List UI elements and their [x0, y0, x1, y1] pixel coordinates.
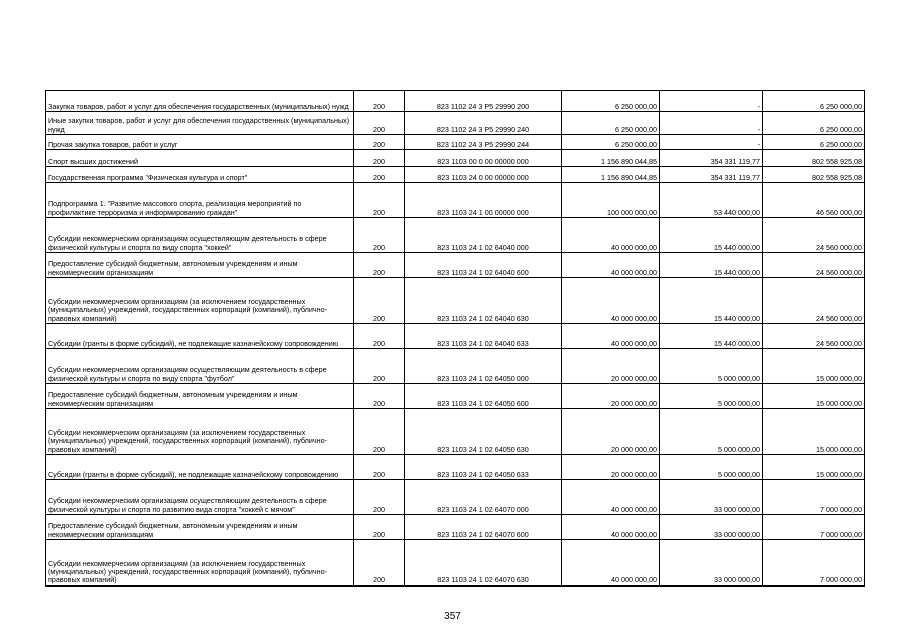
row-remainder: 24 560 000,00: [763, 278, 865, 324]
row-classification-code: 823 1102 24 3 P5 29990 240: [405, 112, 562, 135]
row-code: 200: [354, 167, 405, 183]
row-remainder: 802 558 925,08: [763, 167, 865, 183]
table-row: [46, 278, 865, 324]
row-code: 200: [354, 218, 405, 253]
row-executed: 5 000 000,00: [660, 349, 763, 384]
row-name: Подпрограмма 1. "Развитие массового спорта, реализация мероприятий по профилактике терроризма и информированию граждан": [46, 183, 354, 218]
table-row: [46, 112, 865, 135]
row-plan: 40 000 000,00: [562, 278, 660, 324]
row-executed: 15 440 000,00: [660, 278, 763, 324]
table-row: [46, 455, 865, 480]
row-executed: 5 000 000,00: [660, 409, 763, 455]
page-number: 357: [444, 611, 461, 622]
row-classification-code: 823 1103 24 1 02 64050 630: [405, 409, 562, 455]
row-name: Предоставление субсидий бюджетным, автономным учреждениям и иным некоммерческим организациям: [46, 384, 354, 409]
row-plan: 20 000 000,00: [562, 409, 660, 455]
table-row: [46, 218, 865, 253]
row-executed: 15 440 000,00: [660, 253, 763, 278]
row-classification-code: 823 1103 24 1 02 64050 000: [405, 349, 562, 384]
row-plan: 40 000 000,00: [562, 253, 660, 278]
row-code: 200: [354, 91, 405, 112]
row-remainder: 802 558 925,08: [763, 150, 865, 167]
row-plan: 20 000 000,00: [562, 455, 660, 480]
row-remainder: 7 000 000,00: [763, 540, 865, 586]
table-row: [46, 91, 865, 112]
row-code: 200: [354, 409, 405, 455]
row-plan: 20 000 000,00: [562, 384, 660, 409]
row-remainder: 15 000 000,00: [763, 349, 865, 384]
row-name: Спорт высших достижений: [46, 150, 354, 167]
row-classification-code: 823 1103 24 1 02 64040 000: [405, 218, 562, 253]
row-remainder: 6 250 000,00: [763, 91, 865, 112]
row-plan: 100 000 000,00: [562, 183, 660, 218]
row-code: 200: [354, 540, 405, 586]
table-row: [46, 150, 865, 167]
row-classification-code: 823 1103 24 1 02 64040 630: [405, 278, 562, 324]
table-row: [46, 409, 865, 455]
row-remainder: 6 250 000,00: [763, 135, 865, 150]
row-code: 200: [354, 150, 405, 167]
table-row: [46, 384, 865, 409]
row-executed: 33 000 000,00: [660, 515, 763, 540]
row-remainder: 6 250 000,00: [763, 112, 865, 135]
table-row: [46, 253, 865, 278]
row-executed: -: [660, 91, 763, 112]
row-plan: 40 000 000,00: [562, 218, 660, 253]
row-name: Иные закупки товаров, работ и услуг для обеспечения государственных (муниципальных) нужд: [46, 112, 354, 135]
row-executed: -: [660, 135, 763, 150]
table-row: [46, 167, 865, 183]
table-row: [46, 540, 865, 586]
table-row: [46, 515, 865, 540]
row-name: Субсидии (гранты в форме субсидий), не подлежащие казначейскому сопровождению: [46, 455, 354, 480]
row-remainder: 15 000 000,00: [763, 455, 865, 480]
row-remainder: 7 000 000,00: [763, 480, 865, 515]
row-executed: -: [660, 112, 763, 135]
row-remainder: 46 560 000,00: [763, 183, 865, 218]
row-name: Предоставление субсидий бюджетным, автономным учреждениям и иным некоммерческим организациям: [46, 515, 354, 540]
row-classification-code: 823 1103 24 1 02 64050 633: [405, 455, 562, 480]
row-code: 200: [354, 384, 405, 409]
row-plan: 40 000 000,00: [562, 515, 660, 540]
row-plan: 40 000 000,00: [562, 324, 660, 349]
row-code: 200: [354, 135, 405, 150]
row-plan: 6 250 000,00: [562, 91, 660, 112]
row-remainder: 7 000 000,00: [763, 515, 865, 540]
row-remainder: 24 560 000,00: [763, 218, 865, 253]
row-classification-code: 823 1103 24 1 02 64070 000: [405, 480, 562, 515]
row-plan: 1 156 890 044,85: [562, 150, 660, 167]
row-name: Субсидии некоммерческим организациям (за исключением государственных (муниципальных) учреждений, государственных корпораций (компаний), публично-правовых компаний): [46, 278, 354, 324]
row-code: 200: [354, 480, 405, 515]
table-row: [46, 135, 865, 150]
row-executed: 5 000 000,00: [660, 455, 763, 480]
row-name: Субсидии некоммерческим организациям осуществляющим деятельность в сфере физической культуры и спорта по развитию вида спорта "хоккей с мячом": [46, 480, 354, 515]
row-plan: 1 156 890 044,85: [562, 167, 660, 183]
row-executed: 15 440 000,00: [660, 324, 763, 349]
row-executed: 354 331 119,77: [660, 167, 763, 183]
row-name: Субсидии некоммерческим организациям осуществляющим деятельность в сфере физической культуры и спорта по виду спорта "хоккей": [46, 218, 354, 253]
row-classification-code: 823 1102 24 3 P5 29990 244: [405, 135, 562, 150]
row-executed: 5 000 000,00: [660, 384, 763, 409]
row-code: 200: [354, 253, 405, 278]
row-remainder: 24 560 000,00: [763, 253, 865, 278]
row-name: Закупка товаров, работ и услуг для обеспечения государственных (муниципальных) нужд: [46, 91, 354, 112]
row-classification-code: 823 1103 24 1 02 64070 600: [405, 515, 562, 540]
table-row: [46, 183, 865, 218]
row-remainder: 15 000 000,00: [763, 409, 865, 455]
row-code: 200: [354, 278, 405, 324]
row-plan: 6 250 000,00: [562, 112, 660, 135]
row-code: 200: [354, 349, 405, 384]
row-name: Прочая закупка товаров, работ и услуг: [46, 135, 354, 150]
row-code: 200: [354, 112, 405, 135]
row-name: Субсидии некоммерческим организациям (за исключением государственных (муниципальных) учреждений, государственных корпораций (компаний), публично-правовых компаний): [46, 540, 354, 586]
row-classification-code: 823 1103 24 1 00 00000 000: [405, 183, 562, 218]
row-name: Субсидии некоммерческим организациям (за исключением государственных (муниципальных) учреждений, государственных корпораций (компаний), публично-правовых компаний): [46, 409, 354, 455]
row-classification-code: 823 1103 24 0 00 00000 000: [405, 167, 562, 183]
row-code: 200: [354, 455, 405, 480]
row-executed: 15 440 000,00: [660, 218, 763, 253]
row-executed: 354 331 119,77: [660, 150, 763, 167]
row-plan: 40 000 000,00: [562, 540, 660, 586]
row-name: Государственная программа "Физическая культура и спорт": [46, 167, 354, 183]
row-code: 200: [354, 183, 405, 218]
row-name: Субсидии некоммерческим организациям осуществляющим деятельность в сфере физической культуры и спорта по виду спорта "футбол": [46, 349, 354, 384]
row-classification-code: 823 1103 24 1 02 64050 600: [405, 384, 562, 409]
row-plan: 40 000 000,00: [562, 480, 660, 515]
row-code: 200: [354, 324, 405, 349]
row-remainder: 24 560 000,00: [763, 324, 865, 349]
row-plan: 20 000 000,00: [562, 349, 660, 384]
row-classification-code: 823 1103 24 1 02 64040 633: [405, 324, 562, 349]
row-plan: 6 250 000,00: [562, 135, 660, 150]
table-row: [46, 349, 865, 384]
row-classification-code: 823 1103 00 0 00 00000 000: [405, 150, 562, 167]
row-name: Предоставление субсидий бюджетным, автономным учреждениям и иным некоммерческим организациям: [46, 253, 354, 278]
row-classification-code: 823 1102 24 3 P5 29990 200: [405, 91, 562, 112]
budget-table: [45, 90, 865, 587]
row-classification-code: 823 1103 24 1 02 64040 600: [405, 253, 562, 278]
row-executed: 53 440 000,00: [660, 183, 763, 218]
row-executed: 33 000 000,00: [660, 540, 763, 586]
row-name: Субсидии (гранты в форме субсидий), не подлежащие казначейскому сопровождению: [46, 324, 354, 349]
table-row: [46, 480, 865, 515]
row-code: 200: [354, 515, 405, 540]
row-executed: 33 000 000,00: [660, 480, 763, 515]
table-row: [46, 324, 865, 349]
row-classification-code: 823 1103 24 1 02 64070 630: [405, 540, 562, 586]
row-remainder: 15 000 000,00: [763, 384, 865, 409]
